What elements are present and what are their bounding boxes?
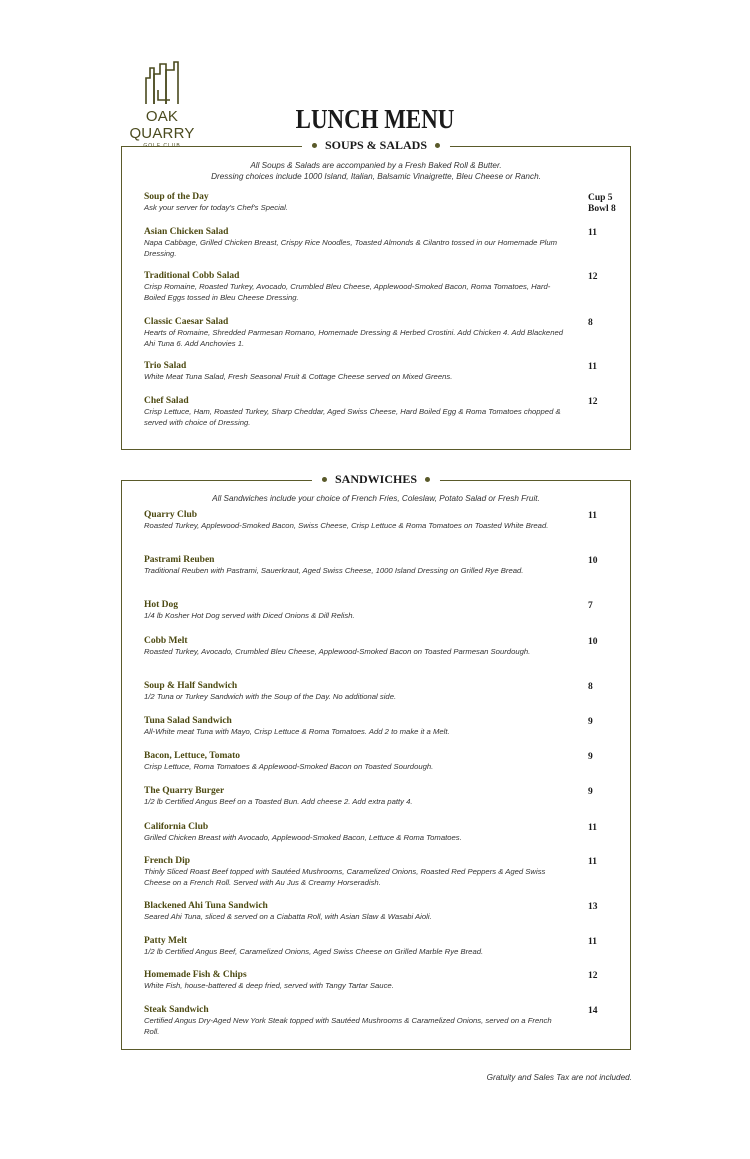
menu-item — [144, 271, 614, 303]
item-name: French Dip — [144, 856, 191, 866]
item-description: Thinly Sliced Roast Beef topped with Sautéed Mushrooms, Caramelized Onions, Roasted Red Peppers & Aged Swiss Cheese on a French Roll. Served with Au Jus & Creamy Horseradish. — [144, 867, 546, 887]
menu-item — [144, 555, 614, 577]
item-description: Grilled Chicken Breast with Avocado, Applewood-Smoked Bacon, Lettuce & Roma Tomatoes. — [144, 833, 462, 842]
intro-line: All Soups & Salads are accompanied by a Fresh Baked Roll & Butter. — [250, 161, 502, 170]
menu-item — [144, 396, 614, 428]
menu-item — [144, 716, 614, 738]
item-price: 12 — [588, 397, 598, 407]
item-description: White Fish, house-battered & deep fried, served with Tangy Tartar Sauce. — [144, 981, 394, 990]
item-name: Steak Sandwich — [144, 1005, 209, 1015]
soups-salads-section — [121, 138, 631, 450]
item-description: 1/4 lb Kosher Hot Dog served with Diced Onions & Dill Relish. — [144, 611, 355, 620]
item-price: 9 — [588, 752, 593, 762]
brand-tagline: GOLF CLUB — [143, 143, 181, 149]
item-name: California Club — [144, 822, 209, 832]
bullet-icon — [312, 143, 317, 148]
menu-item — [144, 192, 614, 214]
item-description: Hearts of Romaine, Shredded Parmesan Romano, Homemade Dressing & Herbed Crostini. Add Chicken 4. Add Blackened Ahi Tuna 6. Add Anchovies 1. — [144, 328, 564, 348]
item-name: Tuna Salad Sandwich — [144, 716, 232, 726]
bullet-icon — [425, 477, 430, 482]
item-price: 8 — [588, 318, 593, 328]
item-price: 12 — [588, 971, 598, 981]
item-price: 11 — [588, 857, 597, 867]
item-description: Roasted Turkey, Applewood-Smoked Bacon, Swiss Cheese, Crisp Lettuce & Roma Tomatoes on Toasted White Bread. — [144, 521, 549, 530]
brand-name: OAK QUARRY — [129, 108, 195, 142]
menu-item — [144, 636, 614, 658]
item-name: Soup of the Day — [144, 192, 209, 202]
bullet-icon — [322, 477, 327, 482]
item-name: Blackened Ahi Tuna Sandwich — [144, 901, 268, 911]
section-intro — [122, 493, 630, 504]
item-description: Crisp Lettuce, Roma Tomatoes & Applewood-Smoked Bacon on Toasted Sourdough. — [144, 762, 434, 771]
item-description: Roasted Turkey, Avocado, Crumbled Bleu Cheese, Applewood-Smoked Bacon on Toasted Parmesan Sourdough. — [144, 647, 531, 656]
item-price: 11 — [588, 362, 597, 372]
menu-item — [144, 361, 614, 383]
item-name: Quarry Club — [144, 510, 198, 520]
oak-quarry-logo-icon — [140, 60, 184, 106]
menu-item — [144, 227, 614, 259]
menu-item — [144, 1005, 614, 1037]
item-name: The Quarry Burger — [144, 786, 225, 796]
item-description: 1/2 Tuna or Turkey Sandwich with the Soup of the Day. No additional side. — [144, 692, 397, 701]
item-name: Classic Caesar Salad — [144, 317, 229, 327]
item-name: Traditional Cobb Salad — [144, 271, 240, 281]
item-name: Pastrami Reuben — [144, 555, 215, 565]
item-description: Crisp Romaine, Roasted Turkey, Avocado, Crumbled Bleu Cheese, Applewood-Smoked Bacon, Roma Tomatoes, Hard-Boiled Eggs tossed in Bleu Cheese Dressing. — [144, 282, 551, 302]
item-description: White Meat Tuna Salad, Fresh Seasonal Fruit & Cottage Cheese served on Mixed Greens. — [144, 372, 453, 381]
item-price: 11 — [588, 511, 597, 521]
item-price: 11 — [588, 228, 597, 238]
footer-note: Gratuity and Sales Tax are not included. — [486, 1073, 632, 1082]
item-price: Bowl 8 — [588, 204, 616, 214]
item-name: Asian Chicken Salad — [144, 227, 229, 237]
page-title: LUNCH MENU — [295, 104, 455, 134]
section-title: SANDWICHES — [334, 472, 418, 486]
item-price: 10 — [588, 637, 598, 647]
menu-item — [144, 936, 614, 958]
menu-item — [144, 751, 614, 773]
item-price: 14 — [588, 1006, 598, 1016]
item-description: Napa Cabbage, Grilled Chicken Breast, Crispy Rice Noodles, Toasted Almonds & Cilantro tossed in our Homemade Plum Dressing. — [144, 238, 558, 258]
menu-item — [144, 970, 614, 992]
item-name: Chef Salad — [144, 396, 189, 406]
section-title: SOUPS & SALADS — [324, 138, 428, 152]
item-description: All-White meat Tuna with Mayo, Crisp Lettuce & Roma Tomatoes. Add 2 to make it a Melt. — [144, 727, 450, 736]
item-name: Bacon, Lettuce, Tomato — [144, 751, 241, 761]
menu-item — [144, 901, 614, 923]
section-intro — [122, 160, 630, 182]
item-name: Cobb Melt — [144, 636, 188, 646]
intro-line: Dressing choices include 1000 Island, Italian, Balsamic Vinaigrette, Bleu Cheese or Ranch. — [211, 172, 541, 181]
item-price: 8 — [588, 682, 593, 692]
menu-item — [144, 856, 614, 888]
item-description: Traditional Reuben with Pastrami, Sauerkraut, Aged Swiss Cheese, 1000 Island Dressing on Grilled Rye Bread. — [144, 566, 524, 575]
item-name: Homemade Fish & Chips — [144, 970, 247, 980]
item-price: 13 — [588, 902, 598, 912]
item-name: Trio Salad — [144, 361, 187, 371]
item-price: 7 — [588, 601, 593, 611]
menu-item — [144, 786, 614, 808]
item-price: 9 — [588, 717, 593, 727]
section-heading — [302, 138, 450, 153]
item-price: 12 — [588, 272, 598, 282]
item-price: 11 — [588, 937, 597, 947]
item-description: Crisp Lettuce, Ham, Roasted Turkey, Sharp Cheddar, Aged Swiss Cheese, Hard Boiled Egg & Roma Tomatoes chopped & served with choice of Dressing. — [144, 407, 561, 427]
item-name: Hot Dog — [144, 600, 179, 610]
sandwiches-section — [121, 472, 631, 1050]
item-price: 10 — [588, 556, 598, 566]
item-price: Cup 5 — [588, 193, 613, 203]
item-name: Patty Melt — [144, 936, 187, 946]
item-price: 11 — [588, 823, 597, 833]
menu-item — [144, 317, 614, 349]
item-name: Soup & Half Sandwich — [144, 681, 238, 691]
intro-line: All Sandwiches include your choice of French Fries, Coleslaw, Potato Salad or Fresh Fruit. — [212, 494, 540, 503]
item-description: 1/2 lb Certified Angus Beef on a Toasted Bun. Add cheese 2. Add extra patty 4. — [144, 797, 413, 806]
menu-item — [144, 600, 614, 622]
item-description: 1/2 lb Certified Angus Beef, Caramelized Onions, Aged Swiss Cheese on Grilled Marble Rye Bread. — [144, 947, 484, 956]
bullet-icon — [435, 143, 440, 148]
menu-item — [144, 510, 614, 532]
item-description: Ask your server for today's Chef's Special. — [144, 203, 288, 212]
item-description: Certified Angus Dry-Aged New York Steak topped with Sautéed Mushrooms & Caramelized Onions, served on a French Roll. — [144, 1016, 552, 1036]
item-description: Seared Ahi Tuna, sliced & served on a Ciabatta Roll, with Asian Slaw & Wasabi Aioli. — [144, 912, 432, 921]
menu-item — [144, 681, 614, 703]
item-price: 9 — [588, 787, 593, 797]
menu-item — [144, 822, 614, 844]
section-heading — [312, 472, 440, 487]
